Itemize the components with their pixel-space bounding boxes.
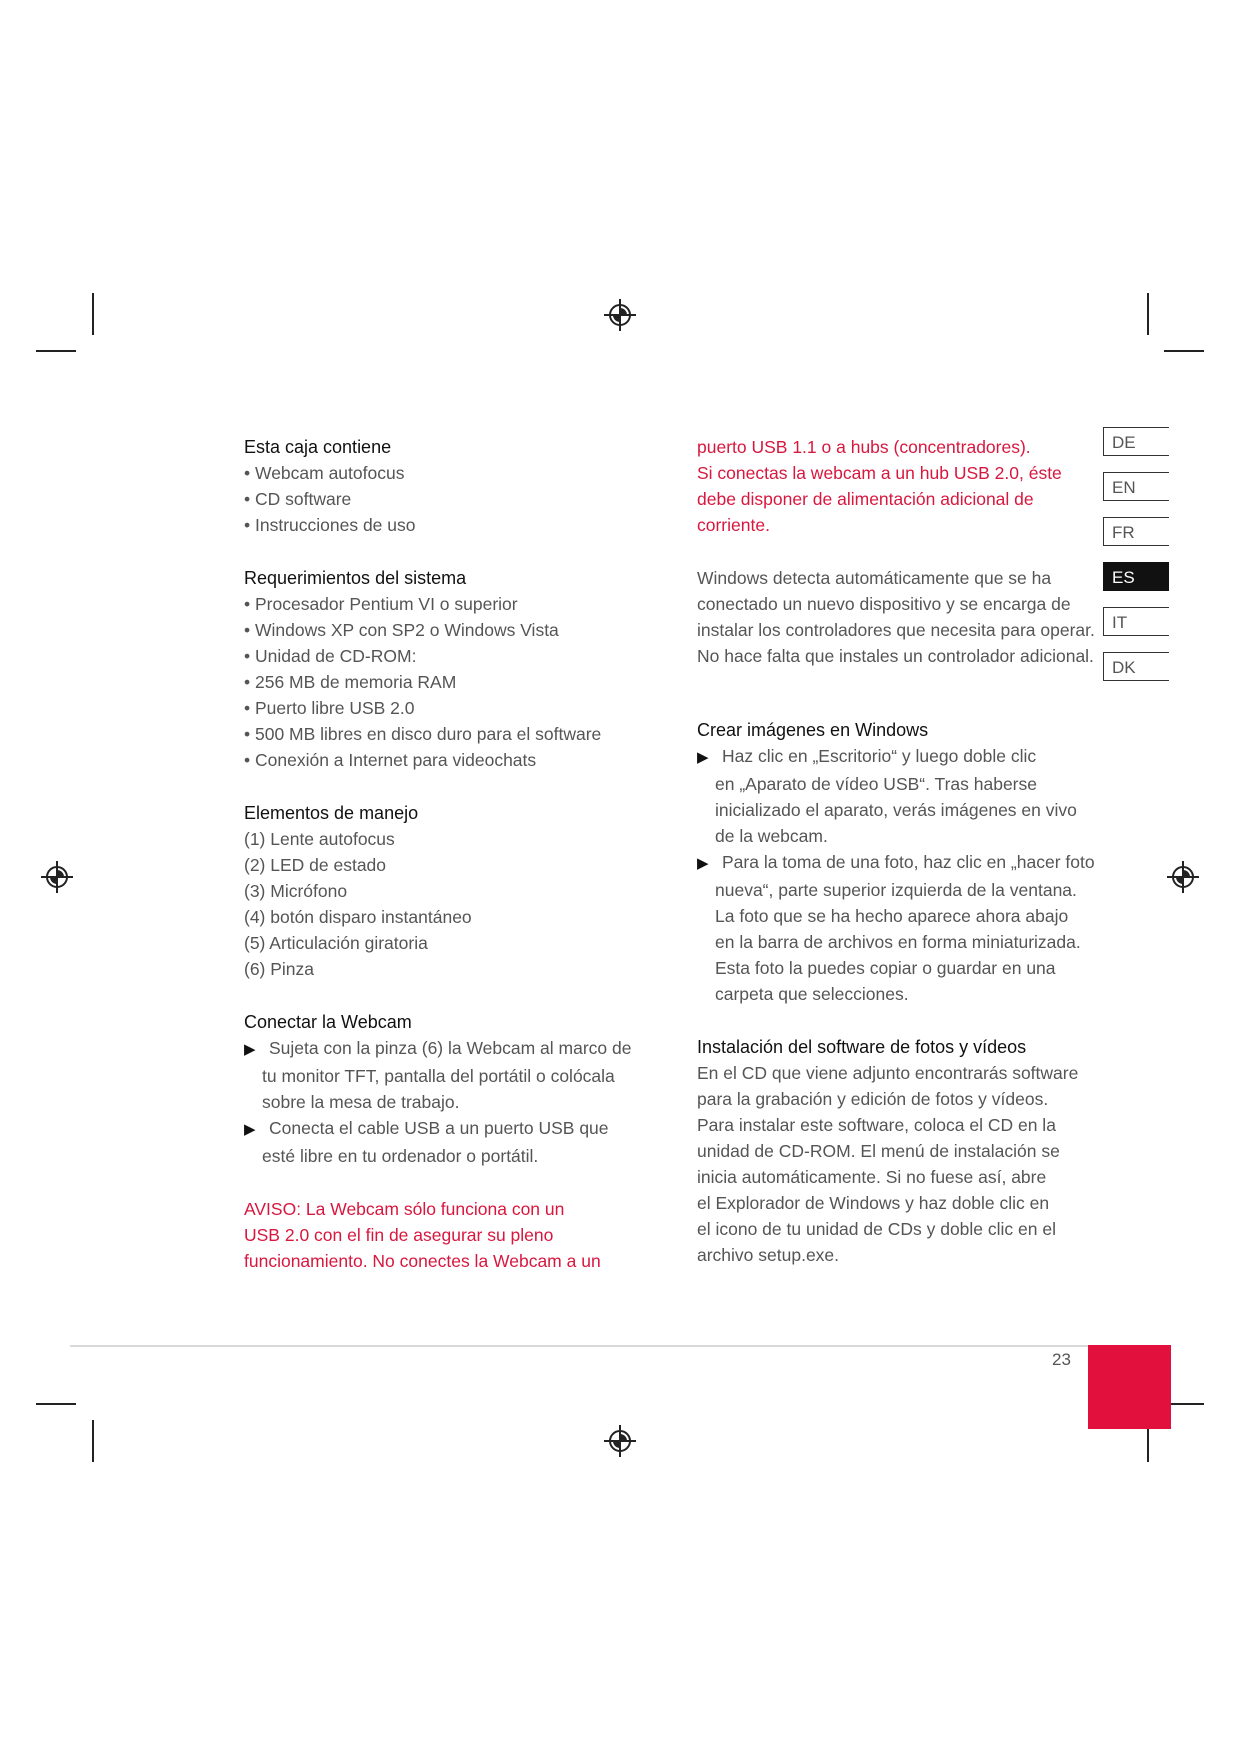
step-line: ▶ Para la toma de una foto, haz clic en „hacer foto <box>697 849 1097 877</box>
section-heading: Instalación del software de fotos y vídeos <box>697 1037 1027 1057</box>
crop-mark <box>36 350 76 352</box>
crop-mark <box>92 293 94 335</box>
step-line: tu monitor TFT, pantalla del portátil o colócala <box>262 1066 615 1086</box>
list-item: • 500 MB libres en disco duro para el software <box>244 724 602 744</box>
step-line: La foto que se ha hecho aparece ahora abajo <box>715 906 1069 926</box>
language-tab-de[interactable]: DE <box>1103 427 1169 456</box>
list-item: • Instrucciones de uso <box>244 515 416 535</box>
step-line: en la barra de archivos en forma miniaturizada. <box>715 932 1081 952</box>
list-item: (6) Pinza <box>244 959 315 979</box>
step-line: nueva“, parte superior izquierda de la ventana. <box>715 880 1077 900</box>
list-item: • CD software <box>244 489 352 509</box>
left-column <box>244 434 634 1274</box>
detect-paragraph: Windows detecta automáticamente que se ha conectado un nuevo dispositivo y se encarga de instalar los controladores que necesita para operar. No hace falta que instales un controlador adicional. <box>697 568 1095 666</box>
list-item: (4) botón disparo instantáneo <box>244 907 472 927</box>
section-controls <box>244 800 634 982</box>
step-line: ▶ Haz clic en „Escritorio“ y luego doble clic <box>697 743 1097 771</box>
registration-mark-icon <box>1166 860 1200 894</box>
step-line: sobre la mesa de trabajo. <box>262 1092 460 1112</box>
list-item: • Conexión a Internet para videochats <box>244 750 537 770</box>
list-item: • 256 MB de memoria RAM <box>244 672 457 692</box>
section-heading: Crear imágenes en Windows <box>697 720 929 740</box>
registration-mark-icon <box>603 1424 637 1458</box>
list-item: • Unidad de CD-ROM: <box>244 646 417 666</box>
play-arrow-icon: ▶ <box>244 1121 256 1138</box>
paragraph-line: archivo setup.exe. <box>697 1245 840 1265</box>
step-line: carpeta que selecciones. <box>715 984 909 1004</box>
section-heading: Elementos de manejo <box>244 803 419 823</box>
section-create-images <box>697 717 1097 1007</box>
play-arrow-icon: ▶ <box>244 1041 256 1058</box>
language-tab-fr[interactable]: FR <box>1103 517 1169 546</box>
section-system-requirements <box>244 565 634 773</box>
language-tab-en[interactable]: EN <box>1103 472 1169 501</box>
accent-color-block <box>1088 1345 1171 1429</box>
list-item: • Webcam autofocus <box>244 463 405 483</box>
step-line: de la webcam. <box>715 826 828 846</box>
paragraph-line: el Explorador de Windows y haz doble clic en <box>697 1193 1050 1213</box>
list-item: (5) Articulación giratoria <box>244 933 428 953</box>
registration-mark-icon <box>603 298 637 332</box>
registration-mark-icon <box>40 860 74 894</box>
section-box-contents <box>244 434 634 538</box>
list-item: (2) LED de estado <box>244 855 387 875</box>
step-line: Esta foto la puedes copiar o guardar en una <box>715 958 1056 978</box>
paragraph-line: inicia automáticamente. Si no fuese así, abre <box>697 1167 1047 1187</box>
language-tab-it[interactable]: IT <box>1103 607 1169 636</box>
step-line: en „Aparato de vídeo USB“. Tras haberse <box>715 774 1037 794</box>
step-line: ▶ Sujeta con la pinza (6) la Webcam al marco de <box>244 1035 634 1063</box>
crop-mark <box>92 1420 94 1462</box>
step-line: esté libre en tu ordenador o portátil. <box>262 1146 539 1166</box>
section-heading: Esta caja contiene <box>244 437 392 457</box>
page-number: 23 <box>1052 1350 1071 1369</box>
crop-mark <box>1164 350 1204 352</box>
language-tab-es[interactable]: ES <box>1103 562 1169 591</box>
crop-mark <box>36 1403 76 1405</box>
list-item: (3) Micrófono <box>244 881 348 901</box>
paragraph-line: unidad de CD-ROM. El menú de instalación se <box>697 1141 1060 1161</box>
language-tab-dk[interactable]: DK <box>1103 652 1169 681</box>
list-item: • Procesador Pentium VI o superior <box>244 594 518 614</box>
paragraph-line: En el CD que viene adjunto encontrarás software <box>697 1063 1079 1083</box>
list-item: • Puerto libre USB 2.0 <box>244 698 415 718</box>
section-software-install <box>697 1034 1097 1268</box>
play-arrow-icon: ▶ <box>697 855 709 872</box>
paragraph-line: Para instalar este software, coloca el CD en la <box>697 1115 1056 1135</box>
section-connect-webcam <box>244 1009 634 1169</box>
paragraph-line: el icono de tu unidad de CDs y doble clic en el <box>697 1219 1056 1239</box>
list-item: • Windows XP con SP2 o Windows Vista <box>244 620 559 640</box>
play-arrow-icon: ▶ <box>697 749 709 766</box>
crop-mark <box>1147 293 1149 335</box>
step-line: inicializado el aparato, verás imágenes en vivo <box>715 800 1077 820</box>
section-heading: Conectar la Webcam <box>244 1012 412 1032</box>
right-column <box>697 434 1097 1268</box>
list-item: (1) Lente autofocus <box>244 829 395 849</box>
warning-note-continued: puerto USB 1.1 o a hubs (concentradores). Si conectas la webcam a un hub USB 2.0, éste debe disponer de alimentación adicional de corriente. <box>697 437 1062 535</box>
footer-divider <box>70 1345 1170 1347</box>
paragraph-line: para la grabación y edición de fotos y vídeos. <box>697 1089 1049 1109</box>
section-heading: Requerimientos del sistema <box>244 568 467 588</box>
warning-note: AVISO: La Webcam sólo funciona con un USB 2.0 con el fin de asegurar su pleno funcionamiento. No conectes la Webcam a un <box>244 1199 601 1271</box>
step-line: ▶ Conecta el cable USB a un puerto USB que <box>244 1115 634 1143</box>
